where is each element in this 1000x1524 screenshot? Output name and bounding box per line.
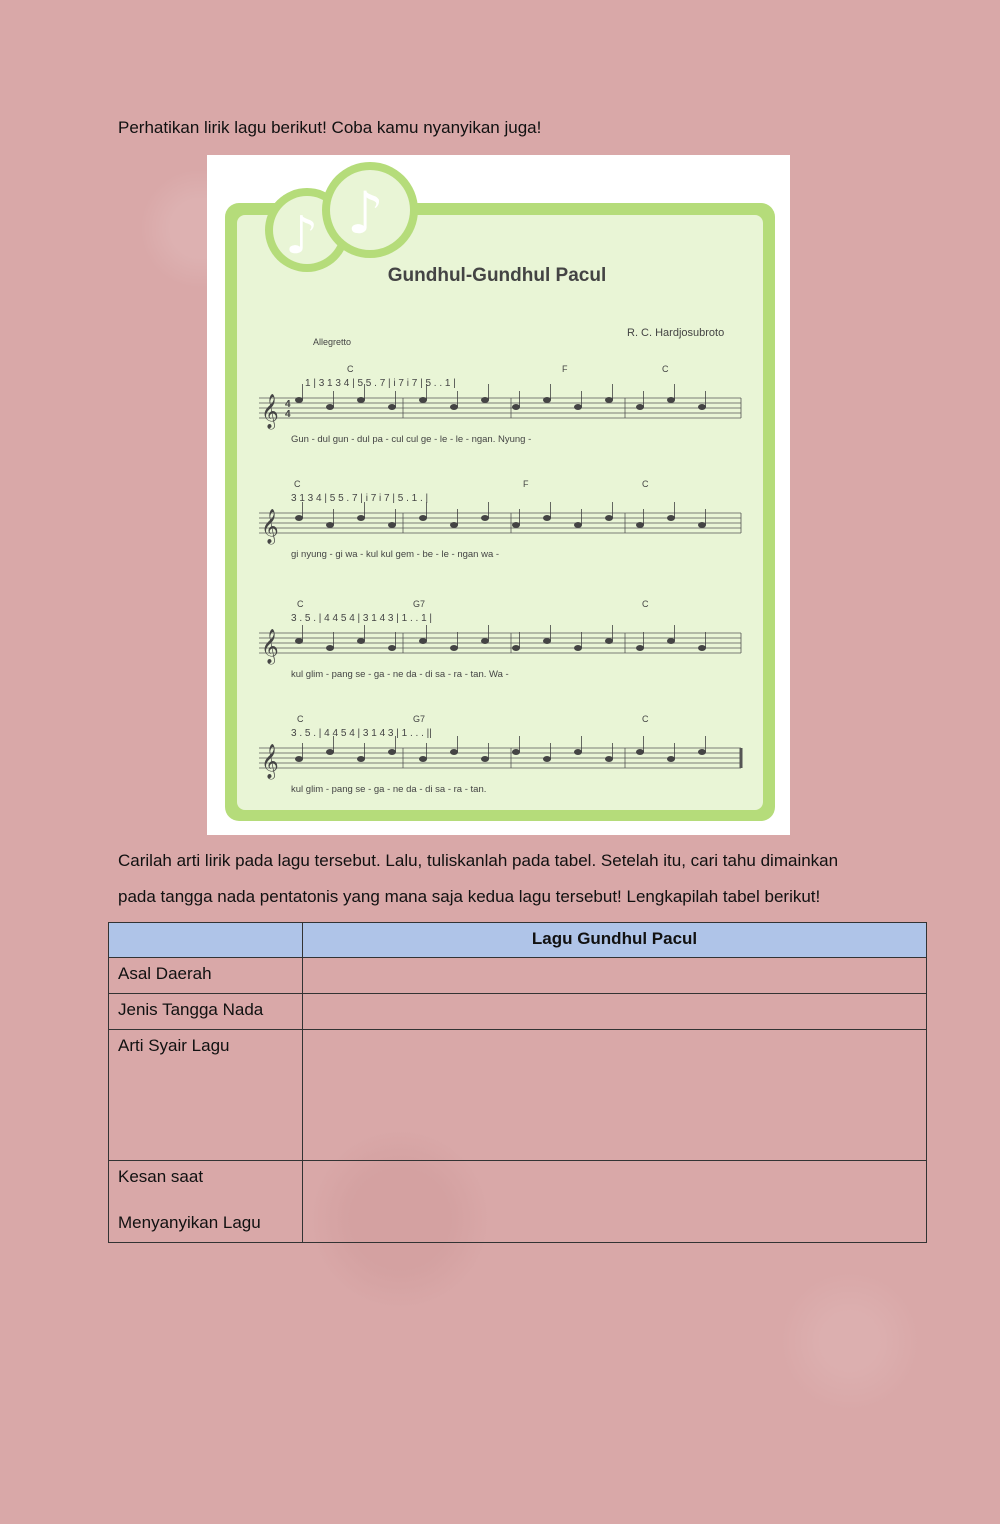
- row-label-asal-daerah: Asal Daerah: [109, 958, 303, 994]
- row-label-jenis-tangga-nada: Jenis Tangga Nada: [109, 994, 303, 1030]
- chord-symbol: C: [294, 479, 301, 489]
- lyrics-line: kul glim - pang se - ga - ne da - di sa - ra - tan.: [291, 784, 487, 795]
- chord-symbol: G7: [413, 599, 426, 609]
- note-head: [419, 515, 427, 521]
- note-head: [388, 404, 396, 410]
- note-head: [326, 404, 334, 410]
- note-head: [450, 645, 458, 651]
- note-head: [605, 638, 613, 644]
- note-head: [419, 397, 427, 403]
- chord-symbol: F: [523, 479, 529, 489]
- note-head: [698, 404, 706, 410]
- note-head: [574, 404, 582, 410]
- note-head: [512, 749, 520, 755]
- note-head: [481, 515, 489, 521]
- note-head: [295, 515, 303, 521]
- note-head: [357, 397, 365, 403]
- chord-symbol: C: [662, 364, 669, 374]
- note-head: [605, 756, 613, 762]
- song-title: Gundhul-Gundhul Pacul: [387, 265, 607, 286]
- note-head: [698, 645, 706, 651]
- note-head: [326, 522, 334, 528]
- number-notation: 3 . 5 . | 4 4 5 4 | 3 1 4 3 | 1 . . . ||: [291, 728, 432, 739]
- note-head: [388, 749, 396, 755]
- note-head: [512, 404, 520, 410]
- note-head: [295, 756, 303, 762]
- score-panel: [237, 215, 763, 810]
- note-head: [357, 756, 365, 762]
- chord-symbol: C: [297, 714, 304, 724]
- note-head: [357, 515, 365, 521]
- lyrics-line: Gun - dul gun - dul pa - cul cul ge - le - le - ngan. Nyung -: [291, 434, 532, 445]
- music-note-icon: ♪: [347, 179, 385, 247]
- treble-clef-icon: 𝄞: [261, 509, 279, 544]
- note-head: [450, 749, 458, 755]
- number-notation: 1 | 3 1 3 4 | 5 5 . 7 | i 7 i 7 | 5 . . 1 |: [305, 378, 456, 389]
- note-head: [419, 638, 427, 644]
- chord-symbol: G7: [413, 714, 426, 724]
- note-head: [357, 638, 365, 644]
- number-notation: 3 . 5 . | 4 4 5 4 | 3 1 4 3 | 1 . . 1 |: [291, 613, 433, 624]
- note-head: [667, 397, 675, 403]
- note-head: [512, 645, 520, 651]
- lyrics-line: kul glim - pang se - ga - ne da - di sa - ra - tan. Wa -: [291, 669, 509, 680]
- instruction-line-1: Carilah arti lirik pada lagu tersebut. Lalu, tuliskanlah pada tabel. Setelah itu, cari tahu dimainkan: [118, 851, 839, 870]
- treble-clef-icon: 𝄞: [261, 744, 279, 779]
- row-label-kesan: [109, 1161, 303, 1243]
- answer-arti-syair[interactable]: [303, 1030, 927, 1161]
- note-head: [667, 638, 675, 644]
- table-header-empty: [109, 923, 303, 958]
- instruction-line-2: pada tangga nada pentatonis yang mana saja kedua lagu tersebut! Lengkapilah tabel berikut!: [118, 887, 821, 906]
- note-head: [450, 404, 458, 410]
- time-signature-bottom: 4: [285, 409, 291, 420]
- note-head: [636, 749, 644, 755]
- note-head: [574, 645, 582, 651]
- note-head: [605, 515, 613, 521]
- chord-symbol: F: [562, 364, 568, 374]
- note-head: [388, 522, 396, 528]
- note-head: [636, 522, 644, 528]
- note-head: [481, 756, 489, 762]
- note-head: [419, 756, 427, 762]
- table-header-song: Lagu Gundhul Pacul: [303, 923, 927, 958]
- note-head: [295, 397, 303, 403]
- composer: R. C. Hardjosubroto: [627, 327, 725, 339]
- note-head: [326, 645, 334, 651]
- chord-symbol: C: [642, 479, 649, 489]
- row-label-kesan-line1: Kesan saat: [118, 1167, 204, 1186]
- treble-clef-icon: 𝄞: [261, 394, 279, 429]
- note-head: [574, 522, 582, 528]
- chord-symbol: C: [642, 599, 649, 609]
- answer-table: [108, 922, 927, 1243]
- lyrics-line: gi nyung - gi wa - kul kul gem - be - le - ngan wa -: [291, 549, 500, 560]
- note-head: [636, 645, 644, 651]
- note-head: [388, 645, 396, 651]
- note-head: [605, 397, 613, 403]
- note-head: [667, 756, 675, 762]
- note-head: [512, 522, 520, 528]
- number-notation: 3 1 3 4 | 5 5 . 7 | i 7 i 7 | 5 . 1 . |: [291, 493, 429, 504]
- note-head: [543, 515, 551, 521]
- answer-asal-daerah[interactable]: [303, 958, 927, 994]
- intro-text: Perhatikan lirik lagu berikut! Coba kamu nyanyikan juga!: [118, 118, 542, 137]
- answer-kesan[interactable]: [303, 1161, 927, 1243]
- note-head: [543, 397, 551, 403]
- chord-symbol: C: [297, 599, 304, 609]
- note-head: [543, 756, 551, 762]
- row-label-arti-syair: Arti Syair Lagu: [109, 1030, 303, 1161]
- song-score-image: [207, 155, 790, 835]
- note-head: [543, 638, 551, 644]
- note-head: [450, 522, 458, 528]
- chord-symbol: C: [642, 714, 649, 724]
- note-head: [698, 749, 706, 755]
- treble-clef-icon: 𝄞: [261, 629, 279, 664]
- time-signature-top: 4: [285, 399, 291, 410]
- note-head: [326, 749, 334, 755]
- note-head: [574, 749, 582, 755]
- row-label-kesan-line2: Menyanyikan Lagu: [118, 1213, 261, 1232]
- note-head: [295, 638, 303, 644]
- note-head: [636, 404, 644, 410]
- chord-symbol: C: [347, 364, 354, 374]
- note-head: [667, 515, 675, 521]
- note-head: [481, 638, 489, 644]
- note-head: [481, 397, 489, 403]
- tempo-marking: Allegretto: [313, 337, 352, 347]
- note-head: [698, 522, 706, 528]
- music-note-icon: ♪: [285, 206, 319, 266]
- answer-jenis-tangga-nada[interactable]: [303, 994, 927, 1030]
